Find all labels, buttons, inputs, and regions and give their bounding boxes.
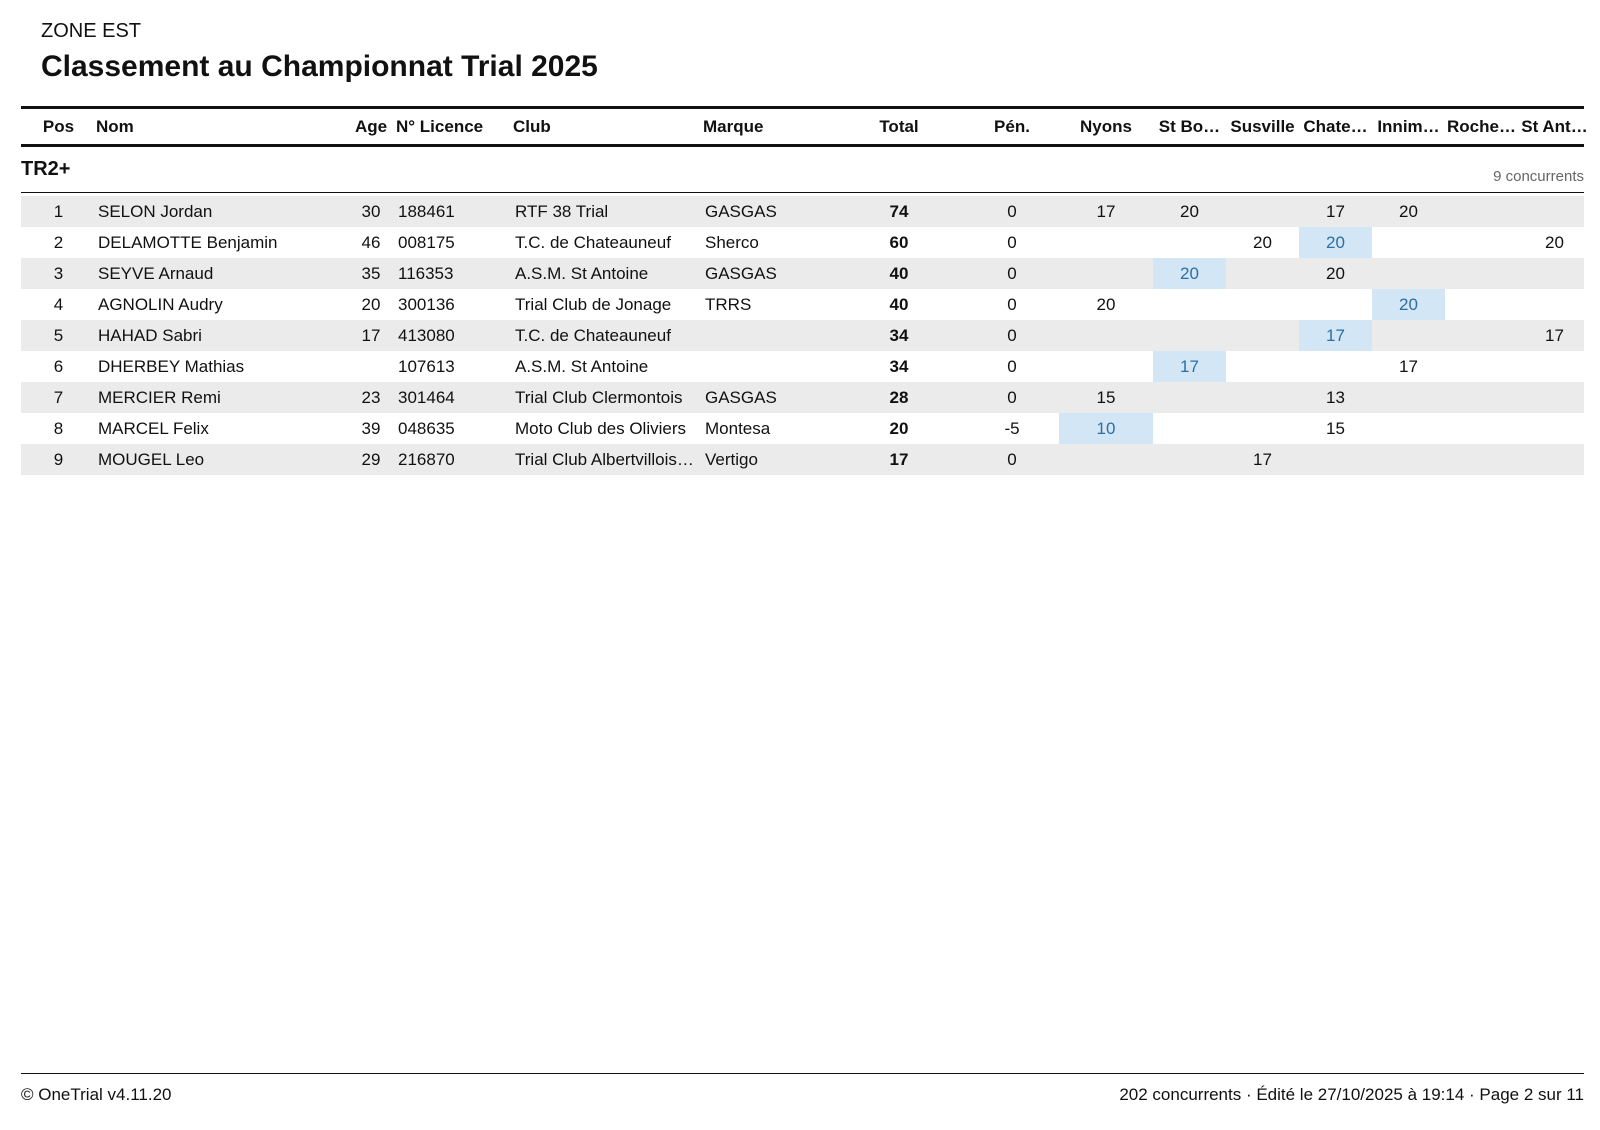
cell-susville	[1226, 413, 1299, 444]
row-filler	[1591, 227, 1600, 258]
cell-roche	[1445, 413, 1518, 444]
category-section	[21, 158, 1584, 193]
cell-roche	[1445, 320, 1518, 351]
cell-pos: 2	[53, 233, 64, 252]
cell-club: T.C. de Chateauneuf	[515, 233, 671, 252]
cell-nom: DHERBEY Mathias	[98, 357, 245, 376]
header-filler	[1591, 109, 1600, 144]
cell-marque: TRRS	[705, 295, 752, 314]
row-filler	[1591, 289, 1600, 320]
table-row	[21, 227, 1584, 258]
table-row	[21, 413, 1584, 444]
cell-chate	[1299, 444, 1372, 475]
cell-susville: 17	[1253, 450, 1272, 469]
cell-club: Trial Club Clermontois	[515, 388, 683, 407]
cell-licence: 413080	[398, 326, 455, 345]
table-row	[21, 196, 1584, 227]
column-header-nyons: Nyons	[1080, 117, 1132, 136]
table-row	[21, 444, 1584, 475]
cell-innim: 17	[1399, 357, 1418, 376]
cell-pos: 8	[53, 419, 64, 438]
cell-pen: 0	[1007, 450, 1017, 469]
cell-total: 40	[889, 295, 909, 314]
cell-susville	[1226, 320, 1299, 351]
cell-nom: HAHAD Sabri	[98, 326, 202, 345]
row-filler	[1591, 258, 1600, 289]
cell-chate	[1299, 351, 1372, 382]
cell-licence: 008175	[398, 233, 455, 252]
cell-total: 17	[889, 450, 909, 469]
cell-pen: 0	[1007, 388, 1017, 407]
cell-susville	[1226, 289, 1299, 320]
cell-pen: 0	[1007, 357, 1017, 376]
cell-nyons	[1059, 227, 1153, 258]
cell-marque: Vertigo	[705, 450, 758, 469]
cell-club: T.C. de Chateauneuf	[515, 326, 671, 345]
cell-pen: 0	[1007, 202, 1017, 221]
cell-pos: 3	[53, 264, 64, 283]
category-name: TR2+	[21, 158, 71, 180]
row-filler	[1591, 413, 1600, 444]
cell-marque: Sherco	[705, 233, 759, 252]
cell-stant	[1518, 444, 1591, 475]
cell-stant	[1518, 413, 1591, 444]
cell-nyons: 17	[1096, 202, 1116, 221]
cell-age	[346, 351, 396, 382]
column-header-pos: Pos	[42, 117, 75, 136]
cell-nyons	[1059, 320, 1153, 351]
column-header-susville: Susville	[1230, 117, 1295, 136]
row-filler	[1591, 351, 1600, 382]
cell-pen: 0	[1007, 295, 1017, 314]
column-header-licence: N° Licence	[396, 117, 484, 136]
table-row	[21, 289, 1584, 320]
cell-roche	[1445, 382, 1518, 413]
column-header-age: Age	[354, 117, 388, 136]
cell-pos: 1	[53, 202, 64, 221]
cell-innim: 20	[1399, 202, 1418, 221]
cell-pos: 9	[53, 450, 64, 469]
cell-pen: 0	[1007, 233, 1017, 252]
column-header-stbo: St Bo…	[1158, 117, 1221, 136]
cell-stant	[1518, 289, 1591, 320]
cell-total: 34	[889, 357, 909, 376]
category-count: 9 concurrents	[1493, 168, 1584, 185]
cell-age: 39	[361, 419, 381, 438]
cell-stbo: 17	[1153, 351, 1226, 382]
column-header-stant: St Ant…	[1521, 117, 1588, 136]
cell-susville	[1226, 258, 1299, 289]
cell-pen: 0	[1007, 326, 1017, 345]
cell-total: 74	[889, 202, 909, 221]
cell-pos: 4	[53, 295, 64, 314]
cell-roche	[1445, 444, 1518, 475]
column-header-pen: Pén.	[994, 117, 1030, 136]
cell-stbo: 20	[1180, 202, 1199, 221]
cell-chate: 17	[1326, 202, 1345, 221]
table-row	[21, 320, 1584, 351]
cell-total: 20	[889, 419, 909, 438]
cell-licence: 048635	[398, 419, 455, 438]
cell-nyons	[1059, 444, 1153, 475]
cell-pen: -5	[1004, 419, 1020, 438]
cell-age: 30	[361, 202, 381, 221]
footer-divider	[21, 1073, 1584, 1074]
cell-innim	[1372, 258, 1445, 289]
cell-marque: Montesa	[705, 419, 771, 438]
column-header-chate: Chate…	[1303, 117, 1368, 136]
cell-marque	[703, 320, 833, 351]
cell-age: 20	[361, 295, 381, 314]
cell-licence: 216870	[398, 450, 455, 469]
cell-stbo: 20	[1153, 258, 1226, 289]
cell-marque: GASGAS	[705, 202, 777, 221]
column-header-marque: Marque	[703, 117, 764, 136]
row-filler	[1591, 320, 1600, 351]
cell-roche	[1445, 289, 1518, 320]
cell-stbo	[1153, 227, 1226, 258]
cell-innim	[1372, 382, 1445, 413]
cell-pos: 6	[53, 357, 64, 376]
column-header-club: Club	[513, 117, 551, 136]
cell-marque: GASGAS	[705, 264, 777, 283]
cell-susville	[1226, 196, 1299, 227]
cell-susville	[1226, 382, 1299, 413]
cell-roche	[1445, 227, 1518, 258]
cell-chate	[1299, 289, 1372, 320]
column-header-total: Total	[879, 117, 919, 136]
cell-innim: 20	[1372, 289, 1445, 320]
cell-total: 40	[889, 264, 909, 283]
cell-stant: 20	[1545, 233, 1564, 252]
cell-club: A.S.M. St Antoine	[515, 357, 649, 376]
cell-pos: 5	[53, 326, 64, 345]
table-row	[21, 351, 1584, 382]
cell-age: 23	[361, 388, 381, 407]
results-table	[21, 196, 1584, 475]
cell-club: A.S.M. St Antoine	[515, 264, 649, 283]
cell-club: Trial Club Albertvillois…	[515, 450, 694, 469]
cell-nom: SELON Jordan	[98, 202, 213, 221]
cell-pen: 0	[1007, 264, 1017, 283]
cell-nyons: 15	[1096, 388, 1116, 407]
cell-nom: MARCEL Felix	[98, 419, 209, 438]
cell-total: 34	[889, 326, 909, 345]
cell-roche	[1445, 196, 1518, 227]
cell-stbo	[1153, 320, 1226, 351]
cell-nyons	[1059, 258, 1153, 289]
column-header-nom: Nom	[96, 117, 134, 136]
cell-club: Moto Club des Oliviers	[515, 419, 687, 438]
cell-chate: 17	[1299, 320, 1372, 351]
cell-susville: 20	[1253, 233, 1272, 252]
cell-nom: DELAMOTTE Benjamin	[98, 233, 278, 252]
row-filler	[1591, 444, 1600, 475]
zone-label: ZONE EST	[41, 20, 142, 42]
cell-chate: 13	[1326, 388, 1345, 407]
column-header-innim: Innim…	[1377, 117, 1440, 136]
cell-roche	[1445, 258, 1518, 289]
cell-age: 29	[361, 450, 381, 469]
cell-pos: 7	[53, 388, 64, 407]
cell-innim	[1372, 320, 1445, 351]
cell-innim	[1372, 227, 1445, 258]
cell-nom: SEYVE Arnaud	[98, 264, 214, 283]
cell-stbo	[1153, 289, 1226, 320]
cell-innim	[1372, 413, 1445, 444]
table-header	[21, 106, 1588, 147]
column-header-roche: Roche…	[1447, 117, 1516, 136]
cell-licence: 300136	[398, 295, 455, 314]
table-row	[21, 258, 1584, 289]
row-filler	[1591, 196, 1600, 227]
cell-licence: 107613	[398, 357, 455, 376]
cell-stant	[1518, 351, 1591, 382]
cell-stant	[1518, 258, 1591, 289]
footer-info: 202 concurrents · Édité le 27/10/2025 à 19:14 · Page 2 sur 11	[1119, 1085, 1584, 1104]
cell-nyons: 20	[1096, 295, 1116, 314]
cell-club: RTF 38 Trial	[515, 202, 609, 221]
cell-chate: 20	[1299, 227, 1372, 258]
cell-nom: MERCIER Remi	[98, 388, 221, 407]
cell-susville	[1226, 351, 1299, 382]
row-filler	[1591, 382, 1600, 413]
cell-stbo	[1153, 413, 1226, 444]
cell-club: Trial Club de Jonage	[515, 295, 672, 314]
cell-chate: 15	[1326, 419, 1345, 438]
cell-total: 60	[889, 233, 909, 252]
cell-stbo	[1153, 444, 1226, 475]
cell-marque: GASGAS	[705, 388, 777, 407]
cell-licence: 301464	[398, 388, 455, 407]
page-title: Classement au Championnat Trial 2025	[41, 50, 598, 83]
footer-copyright: © OneTrial v4.11.20	[21, 1085, 172, 1104]
cell-nom: MOUGEL Leo	[98, 450, 205, 469]
cell-stant	[1518, 382, 1591, 413]
cell-licence: 116353	[398, 264, 454, 283]
cell-total: 28	[889, 388, 909, 407]
cell-nyons: 10	[1059, 413, 1153, 444]
cell-roche	[1445, 351, 1518, 382]
cell-licence: 188461	[398, 202, 455, 221]
table-row	[21, 382, 1584, 413]
cell-nyons	[1059, 351, 1153, 382]
cell-chate: 20	[1326, 264, 1345, 283]
cell-age: 35	[361, 264, 381, 283]
cell-age: 17	[361, 326, 381, 345]
cell-stant: 17	[1545, 326, 1564, 345]
cell-age: 46	[361, 233, 381, 252]
cell-marque	[703, 351, 833, 382]
cell-nom: AGNOLIN Audry	[98, 295, 223, 314]
cell-stbo	[1153, 382, 1226, 413]
cell-innim	[1372, 444, 1445, 475]
cell-stant	[1518, 196, 1591, 227]
